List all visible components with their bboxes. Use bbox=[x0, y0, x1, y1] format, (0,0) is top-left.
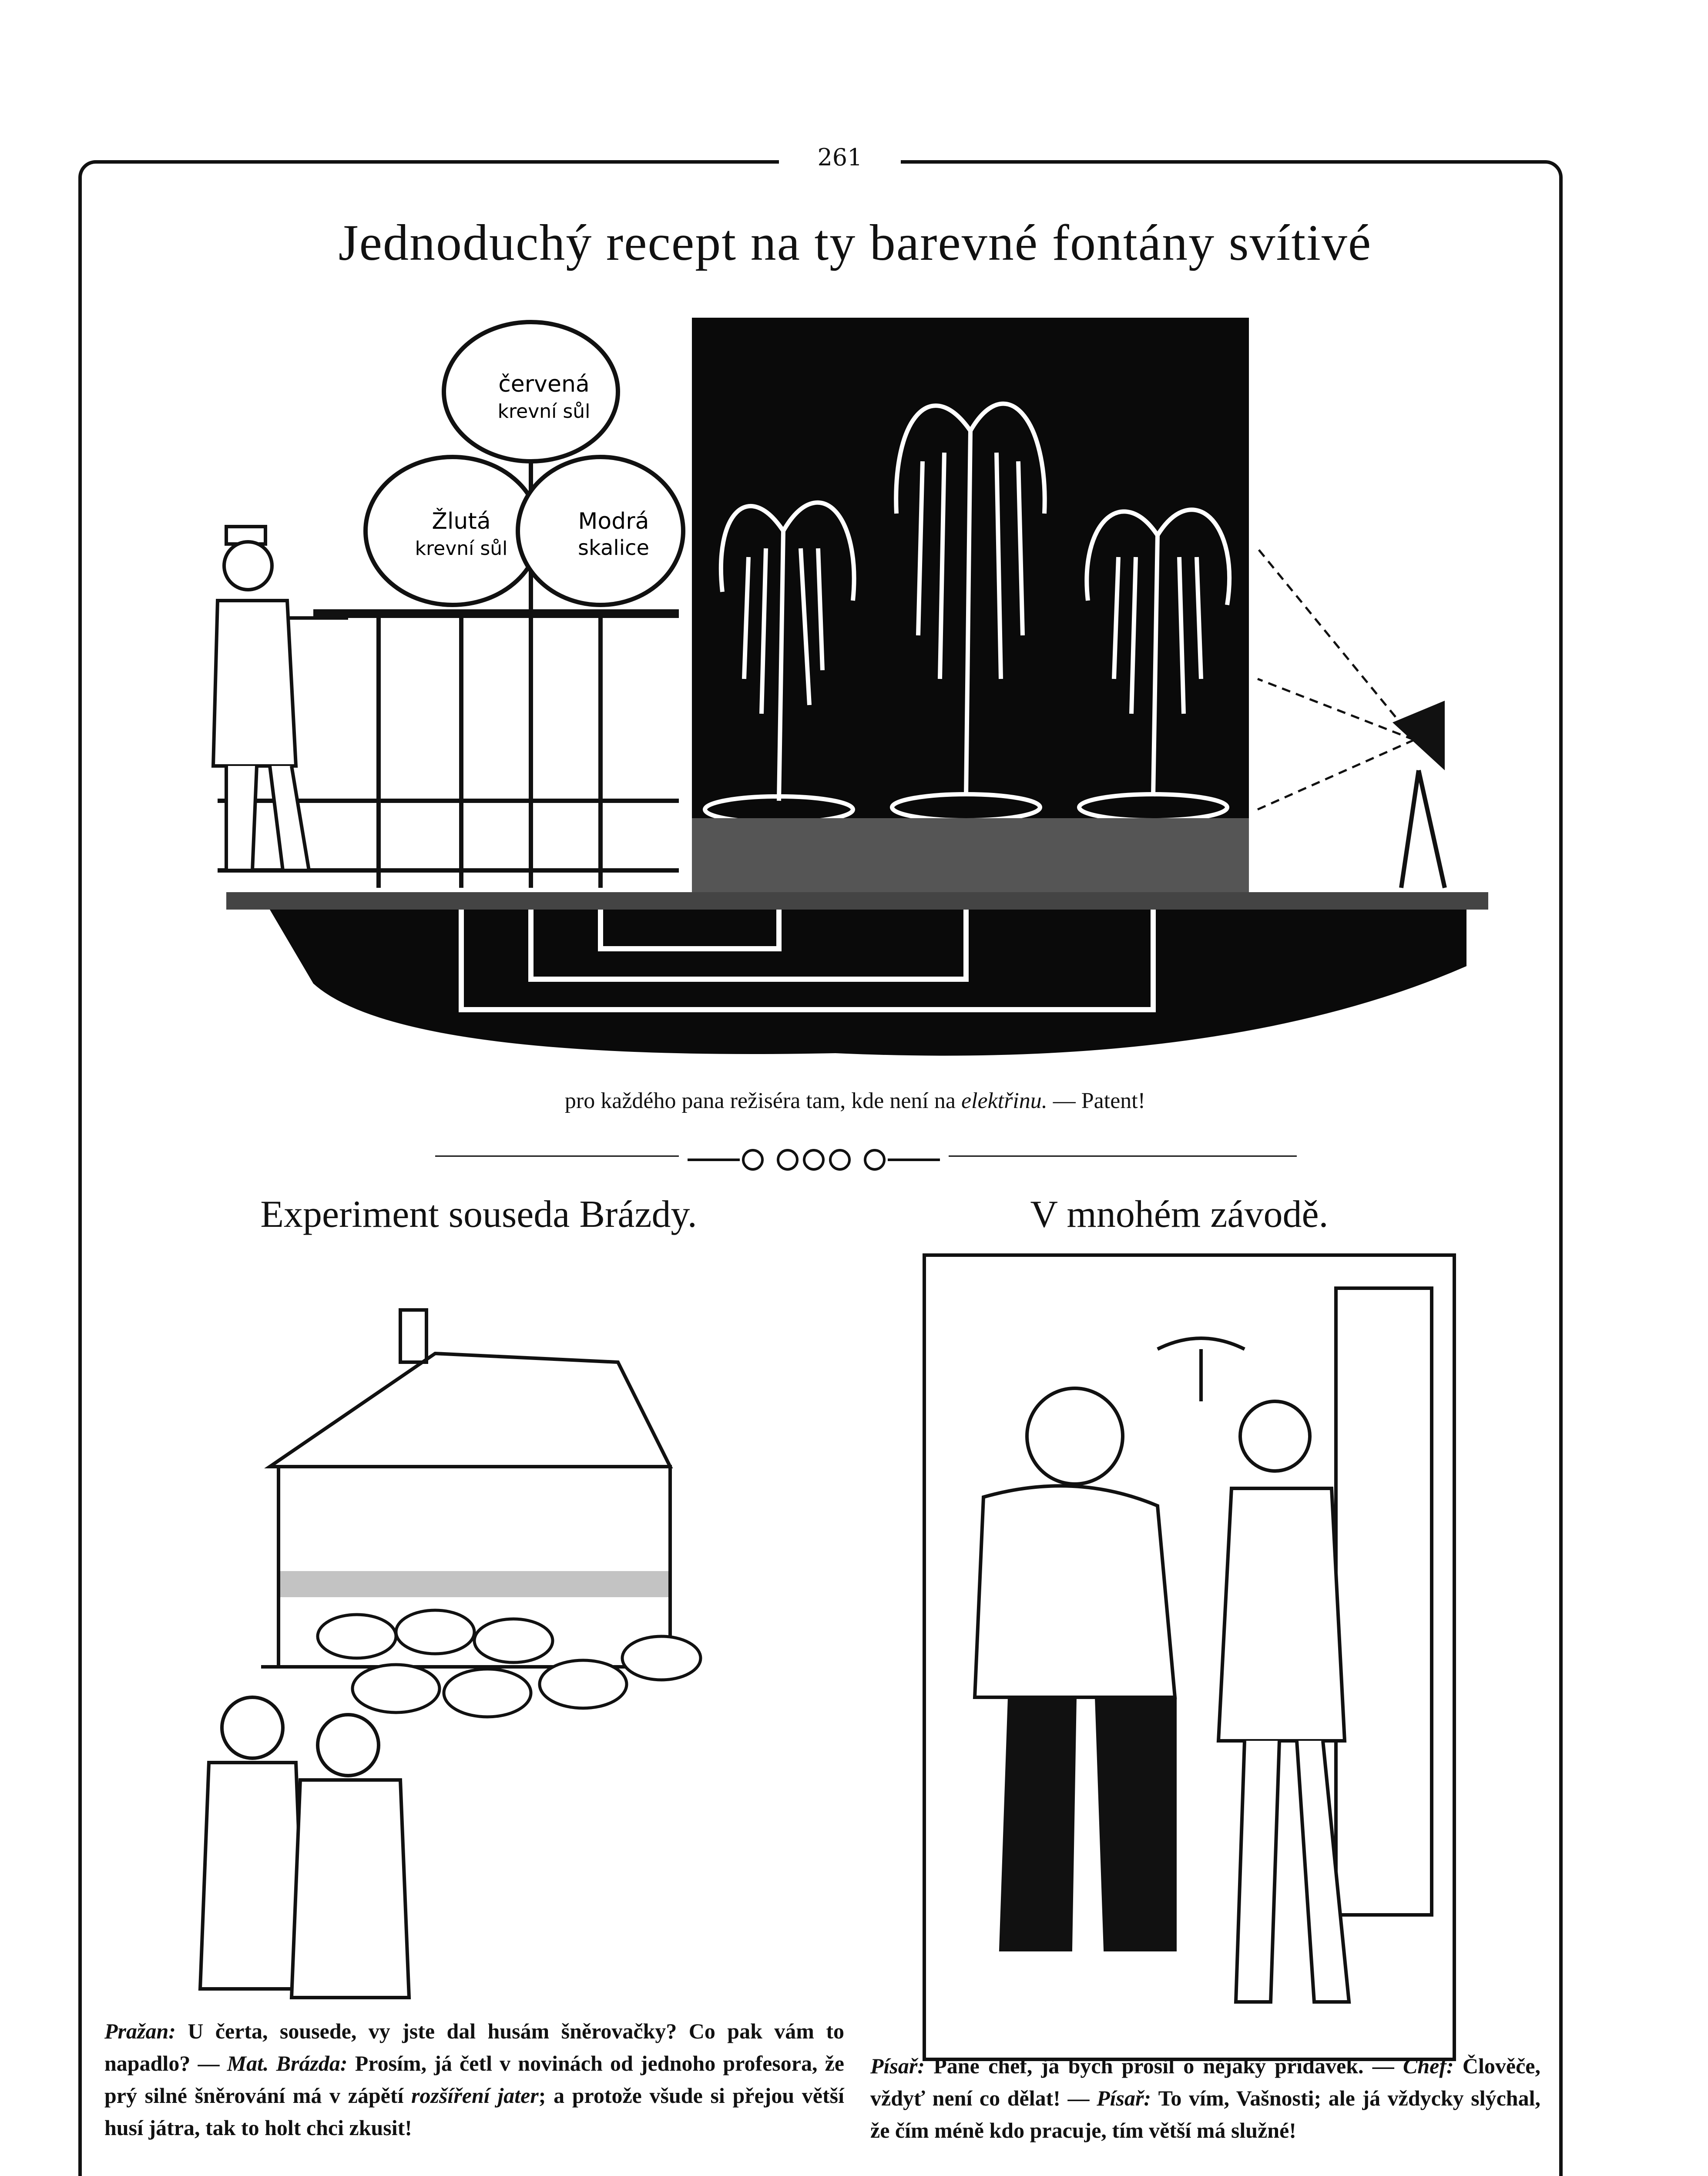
tank-shelf bbox=[313, 609, 679, 618]
attendant-figure bbox=[213, 527, 348, 870]
platform bbox=[226, 892, 1488, 910]
top-rule-right bbox=[883, 160, 1445, 162]
chef-figure bbox=[975, 1388, 1175, 1950]
house-roof bbox=[270, 1353, 670, 1467]
page-number: 261 bbox=[779, 144, 901, 171]
office-illustration bbox=[931, 1262, 1440, 2045]
caption-line: Pane chef, já bych prosil o nějaký přídavek. — bbox=[933, 2054, 1403, 2078]
caption-line: Prosím, já četl v novinách od jednoho profesora, že prý silné šněrování má v zápětí bbox=[104, 2051, 844, 2108]
two-men bbox=[200, 1697, 409, 1998]
barrel-red-label-1: červená bbox=[498, 371, 590, 397]
right-cartoon-title: V mnohém závodě. bbox=[1030, 1193, 1329, 1236]
speaker-brazda: Mat. Brázda: bbox=[227, 2051, 355, 2075]
barrel-blue-label-1: Modrá bbox=[578, 508, 649, 534]
barrel-blue bbox=[518, 457, 683, 605]
speaker-pisar: Písař: bbox=[1097, 2086, 1158, 2110]
barrel-yellow-label-1: Žlutá bbox=[432, 508, 491, 534]
caption-text-2: — Patent! bbox=[1047, 1088, 1146, 1113]
top-cartoon-title: Jednoduchý recept na ty barevné fontány svítivé bbox=[338, 214, 1372, 271]
fence bbox=[279, 1571, 670, 1597]
left-cartoon-caption bbox=[104, 2015, 844, 2144]
caption-text-1: pro každého pana režiséra tam, kde není na bbox=[564, 1088, 961, 1113]
caption-line: To vím, Vašnosti; ale já vždycky slýchal, že čím méně kdo pracuje, tím větší má služné! bbox=[870, 2086, 1541, 2142]
left-cartoon-title: Experiment souseda Brázdy. bbox=[260, 1193, 697, 1236]
projector-lamp bbox=[1393, 701, 1445, 888]
barrel-blue-label-2: skalice bbox=[578, 536, 649, 560]
right-cartoon-caption bbox=[870, 2050, 1540, 2146]
speaker-prazan: Pražan: bbox=[104, 2019, 188, 2043]
ornament-flourish bbox=[679, 1140, 949, 1179]
caption-line: ; a protože všude si přejou větší husí játra, tak to holt chci zkusit! bbox=[104, 2083, 844, 2140]
speaker-chef: Chef: bbox=[1403, 2054, 1463, 2078]
fountain-illustration bbox=[183, 287, 1488, 1071]
chimney bbox=[400, 1310, 426, 1362]
barrel-yellow bbox=[366, 457, 540, 605]
top-rule-left bbox=[205, 160, 779, 162]
clerk-figure bbox=[1218, 1401, 1349, 2002]
barrel-red-label-2: krevní sůl bbox=[497, 400, 591, 423]
geese-flock bbox=[318, 1610, 701, 1717]
light-rays bbox=[1258, 548, 1414, 809]
caption-text-italic: elektřinu. bbox=[961, 1088, 1047, 1113]
caption-line: U čerta, sousede, vy jste dal husám šněrovačky? Co pak vám to napadlo? — bbox=[104, 2019, 844, 2075]
caption-line: Člověče, vždyť není co dělat! — bbox=[870, 2054, 1540, 2110]
speaker-pisar: Písař: bbox=[870, 2054, 934, 2078]
wall-lamp bbox=[1158, 1338, 1245, 1349]
barrel-yellow-label-2: krevní sůl bbox=[415, 537, 508, 560]
caption-italic: rozšíření jater bbox=[411, 2083, 539, 2108]
doorway bbox=[1336, 1288, 1432, 1915]
top-cartoon-caption bbox=[131, 1088, 1580, 1114]
underground bbox=[270, 910, 1466, 1056]
geese-illustration bbox=[191, 1284, 801, 2006]
barrel-red bbox=[444, 322, 618, 461]
